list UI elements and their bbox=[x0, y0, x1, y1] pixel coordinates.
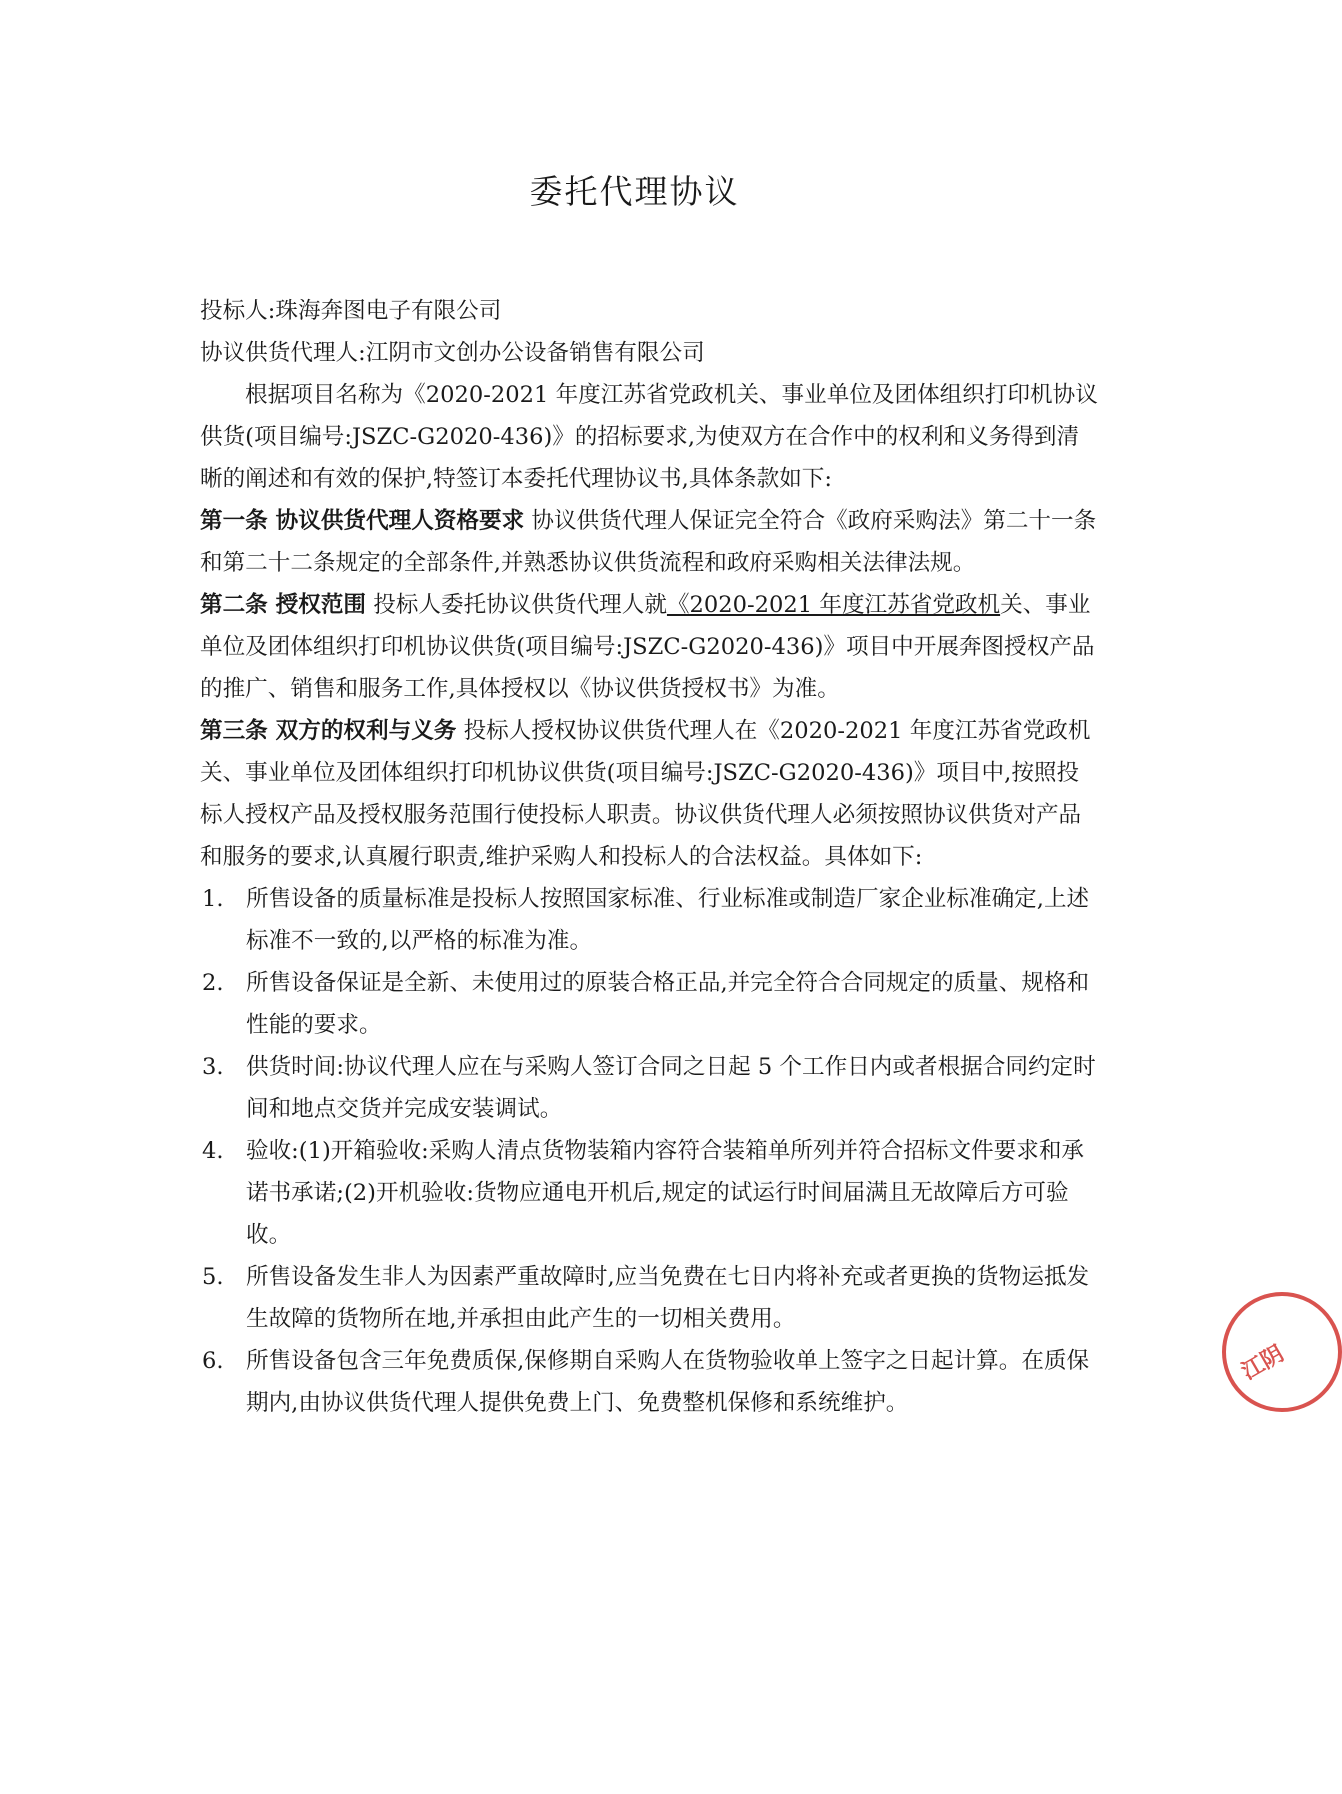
list-item-text: 所售设备保证是全新、未使用过的原装合格正品,并完全符合合同规定的质量、规格和性能的要求。 bbox=[246, 970, 1090, 1038]
article-3-text: 投标人授权协议供货代理人在《2020-2021 年度江苏省党政机关、事业单位及团体组织打印机协议供货(项目编号:JSZC-G2020-436)》项目中,按照投标人授权产品及授权服务范围行使投标人职责。协议供货代理人必须按照协议供货对产品和服务的要求,认真履行职责,维护采购人和投标人的合法权益。具体如下: bbox=[200, 718, 1091, 870]
article-2-text-before: 投标人委托协议供货代理人就 bbox=[373, 592, 667, 618]
list-item-text: 所售设备的质量标准是投标人按照国家标准、行业标准或制造厂家企业标准确定,上述标准不一致的,以严格的标准为准。 bbox=[246, 886, 1090, 954]
seal-text: 江阴 bbox=[1237, 1340, 1289, 1386]
article-3-heading: 第三条 双方的权利与义务 bbox=[200, 718, 457, 744]
list-item-number: 4. bbox=[202, 1138, 224, 1164]
list-item-number: 3. bbox=[202, 1054, 224, 1080]
list-item bbox=[200, 1046, 1100, 1130]
list-item-text: 所售设备发生非人为因素严重故障时,应当免费在七日内将补充或者更换的货物运抵发生故障的货物所在地,并承担由此产生的一切相关费用。 bbox=[246, 1264, 1090, 1332]
article-2-heading: 第二条 授权范围 bbox=[200, 592, 367, 618]
bidder-line: 投标人:珠海奔图电子有限公司 bbox=[200, 298, 502, 324]
article-1-heading: 第一条 协议供货代理人资格要求 bbox=[200, 508, 525, 534]
article-1-text: 协议供货代理人保证完全符合《政府采购法》第二十一条和第二十二条规定的全部条件,并熟悉协议供货流程和政府采购相关法律法规。 bbox=[200, 508, 1097, 576]
document-body bbox=[200, 290, 1100, 1424]
list-item-number: 2. bbox=[202, 970, 224, 996]
article-3 bbox=[200, 710, 1100, 878]
obligations-list bbox=[200, 878, 1100, 1424]
list-item-text: 验收:(1)开箱验收:采购人清点货物装箱内容符合装箱单所列并符合招标文件要求和承诺书承诺;(2)开机验收:货物应通电开机后,规定的试运行时间届满且无故障后方可验收。 bbox=[246, 1138, 1085, 1248]
article-2 bbox=[200, 584, 1100, 710]
list-item-text: 供货时间:协议代理人应在与采购人签订合同之日起 5 个工作日内或者根据合同约定时间和地点交货并完成安装调试。 bbox=[246, 1054, 1096, 1122]
company-seal bbox=[1222, 1292, 1342, 1412]
agent-line: 协议供货代理人:江阴市文创办公设备销售有限公司 bbox=[200, 340, 705, 366]
article-2-text-after: 关、事业单位及团体组织打印机协议供货(项目编号:JSZC-G2020-436)》项目中开展奔图授权产品的推广、销售和服务工作,具体授权以《协议供货授权书》为准。 bbox=[200, 592, 1095, 702]
article-2-underlined-text: 《2020-2021 年度江苏省党政机 bbox=[666, 592, 1001, 618]
list-item bbox=[200, 878, 1100, 962]
list-item-number: 5. bbox=[202, 1264, 224, 1290]
list-item bbox=[200, 962, 1100, 1046]
list-item-text: 所售设备包含三年免费质保,保修期自采购人在货物验收单上签字之日起计算。在质保期内,由协议供货代理人提供免费上门、免费整机保修和系统维护。 bbox=[246, 1348, 1090, 1416]
list-item bbox=[200, 1256, 1100, 1340]
list-item-number: 6. bbox=[202, 1348, 224, 1374]
list-item-number: 1. bbox=[202, 886, 224, 912]
list-item bbox=[200, 1130, 1100, 1256]
document-title: 委托代理协议 bbox=[529, 172, 740, 211]
list-item bbox=[200, 1340, 1100, 1424]
article-1 bbox=[200, 500, 1100, 584]
intro-paragraph: 根据项目名称为《2020-2021 年度江苏省党政机关、事业单位及团体组织打印机协议供货(项目编号:JSZC-G2020-436)》的招标要求,为使双方在合作中的权利和义务得到清晰的阐述和有效的保护,特签订本委托代理协议书,具体条款如下: bbox=[200, 382, 1098, 492]
